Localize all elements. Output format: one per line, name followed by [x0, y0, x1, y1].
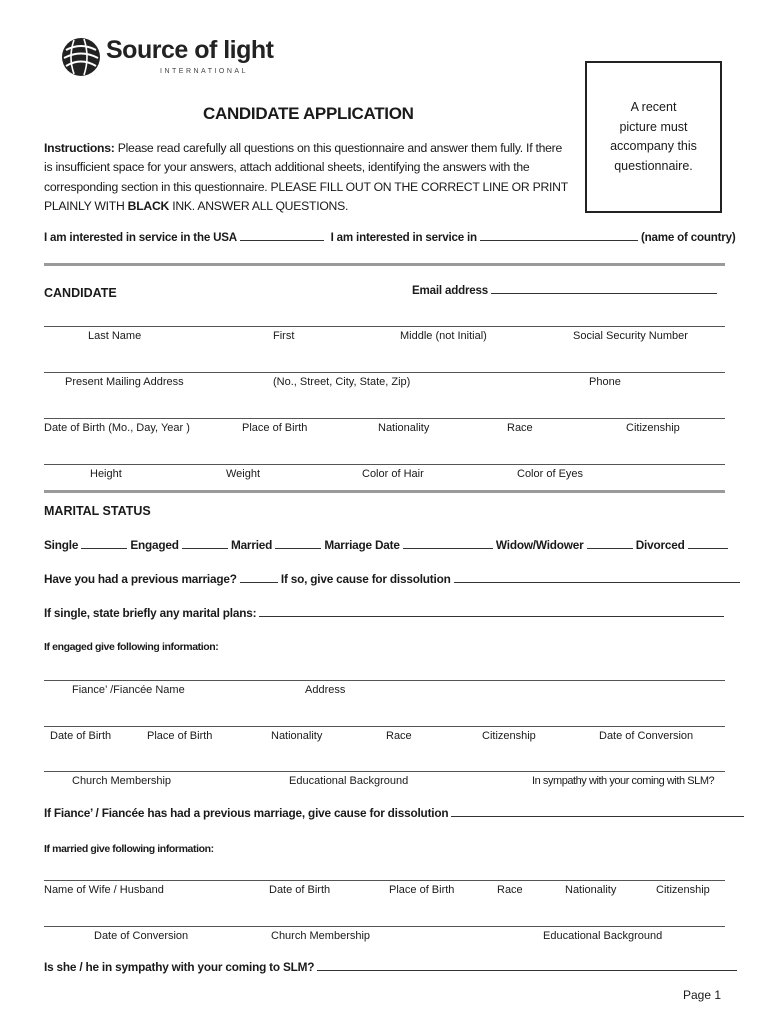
logo	[60, 36, 280, 80]
height-label: Height	[90, 468, 122, 480]
page-number: Page 1	[683, 988, 722, 1002]
spouse-race-label: Race	[497, 884, 523, 896]
candidate-heading: CANDIDATE	[44, 286, 117, 300]
marriage-date-label: Marriage Date	[324, 538, 400, 552]
divorced-field[interactable]	[688, 547, 728, 549]
previous-marriage-field[interactable]	[240, 581, 278, 583]
instructions-tail: INK. ANSWER ALL QUESTIONS.	[169, 198, 349, 213]
race-label: Race	[507, 422, 533, 434]
field-line[interactable]	[44, 926, 725, 927]
married-label: Married	[230, 538, 273, 552]
fiance-citizenship-label: Citizenship	[482, 730, 536, 742]
previous-marriage-label: Have you had a previous marriage?	[44, 572, 237, 586]
fiance-conversion-label: Date of Conversion	[599, 730, 694, 742]
field-line[interactable]	[44, 771, 725, 772]
service-usa-field[interactable]	[240, 239, 324, 241]
email-label: Email address	[412, 284, 489, 297]
dissolution-field[interactable]	[454, 581, 740, 583]
field-line[interactable]	[44, 726, 725, 727]
service-country-field[interactable]	[480, 239, 638, 241]
single-field[interactable]	[81, 547, 127, 549]
spouse-sympathy-line	[44, 960, 737, 974]
single-plans-field[interactable]	[259, 615, 724, 617]
married-field[interactable]	[275, 547, 321, 549]
field-line[interactable]	[44, 372, 725, 373]
engaged-field[interactable]	[182, 547, 228, 549]
globe-logo-icon	[60, 36, 102, 78]
photo-box-line: A recent	[630, 100, 677, 114]
single-label: Single	[44, 538, 79, 552]
fiance-nationality-label: Nationality	[271, 730, 323, 742]
spouse-place-of-birth-label: Place of Birth	[389, 884, 455, 896]
spouse-sympathy-label: Is she / he in sympathy with your coming to SLM?	[44, 960, 315, 974]
weight-label: Weight	[226, 468, 261, 480]
fiance-education-label: Educational Background	[289, 775, 409, 787]
citizenship-label: Citizenship	[626, 422, 680, 434]
photo-box	[585, 61, 722, 213]
fiance-race-label: Race	[386, 730, 412, 742]
last-name-label: Last Name	[88, 330, 142, 342]
single-plans-label: If single, state briefly any marital plans:	[44, 606, 257, 620]
photo-box-line: questionnaire.	[614, 158, 693, 173]
email-field[interactable]	[491, 292, 717, 294]
phone-label: Phone	[589, 376, 621, 388]
address-format-label: (No., Street, City, State, Zip)	[273, 376, 411, 388]
divorced-label: Divorced	[635, 538, 685, 552]
field-line[interactable]	[44, 880, 725, 881]
section-divider	[44, 490, 725, 493]
spouse-nationality-label: Nationality	[565, 884, 617, 896]
service-line	[44, 231, 735, 244]
field-line[interactable]	[44, 464, 725, 465]
ssn-label: Social Security Number	[573, 330, 688, 342]
service-country-label: I am interested in service in	[330, 231, 477, 244]
mailing-address-label: Present Mailing Address	[65, 376, 184, 388]
fiance-place-of-birth-label: Place of Birth	[147, 730, 213, 742]
eye-color-label: Color of Eyes	[517, 468, 584, 480]
dob-label: Date of Birth (Mo., Day, Year )	[44, 422, 190, 434]
spouse-sympathy-field[interactable]	[317, 969, 737, 971]
previous-marriage-line	[44, 572, 740, 586]
single-plans-line	[44, 606, 724, 620]
photo-box-line: accompany this	[610, 139, 697, 153]
hair-color-label: Color of Hair	[362, 468, 424, 480]
engaged-label: Engaged	[130, 538, 179, 552]
fiance-church-label: Church Membership	[72, 775, 172, 787]
service-usa-label: I am interested in service in the USA	[44, 231, 237, 244]
spouse-conversion-label: Date of Conversion	[94, 930, 189, 942]
fiance-previous-marriage-field[interactable]	[451, 815, 744, 817]
photo-box-line: picture must	[619, 119, 688, 134]
fiance-previous-marriage-label: If Fiance’ / Fiancée has had a previous marriage, give cause for dissolution	[44, 806, 449, 820]
field-line[interactable]	[44, 680, 725, 681]
fiance-address-label: Address	[305, 684, 346, 696]
engaged-heading: If engaged give following information:	[44, 641, 219, 653]
spouse-education-label: Educational Background	[543, 930, 663, 942]
fiance-dob-label: Date of Birth	[50, 730, 112, 742]
email-line	[412, 284, 717, 297]
section-divider	[44, 263, 725, 266]
married-heading: If married give following information:	[44, 843, 214, 855]
place-of-birth-label: Place of Birth	[242, 422, 308, 434]
instructions-text: Please read carefully all questions on this questionnaire and answer them fully. If there is insufficient space for your answers, attach additional sheets, identifying the answers with the corresponding section in this questionnaire. PLEASE FILL OUT ON THE CORRECT LINE OR PRINT PLAINLY WITH	[44, 141, 568, 213]
brand-subtitle: INTERNATIONAL	[160, 68, 248, 75]
spouse-dob-label: Date of Birth	[269, 884, 331, 896]
nationality-label: Nationality	[378, 422, 430, 434]
spouse-church-label: Church Membership	[271, 930, 371, 942]
brand-name: Source of light	[106, 36, 274, 64]
instructions	[44, 139, 569, 216]
marital-heading: MARITAL STATUS	[44, 504, 151, 518]
dissolution-label: If so, give cause for dissolution	[280, 572, 451, 586]
fiance-name-label: Fiance’ /Fiancée Name	[72, 684, 185, 696]
instructions-black: BLACK	[127, 198, 170, 213]
widow-field[interactable]	[587, 547, 633, 549]
marriage-date-field[interactable]	[403, 547, 493, 549]
spouse-citizenship-label: Citizenship	[656, 884, 710, 896]
instructions-label: Instructions:	[44, 141, 115, 155]
middle-name-label: Middle (not Initial)	[400, 330, 487, 342]
fiance-previous-marriage-line	[44, 806, 744, 820]
widow-label: Widow/Widower	[495, 538, 584, 552]
first-name-label: First	[273, 330, 295, 342]
fiance-sympathy-label: In sympathy with your coming with SLM?	[532, 775, 715, 787]
field-line[interactable]	[44, 326, 725, 327]
spouse-name-label: Name of Wife / Husband	[44, 884, 164, 896]
field-line[interactable]	[44, 418, 725, 419]
service-country-suffix: (name of country)	[640, 231, 736, 244]
marital-options	[44, 538, 728, 552]
page-title: CANDIDATE APPLICATION	[203, 104, 414, 123]
